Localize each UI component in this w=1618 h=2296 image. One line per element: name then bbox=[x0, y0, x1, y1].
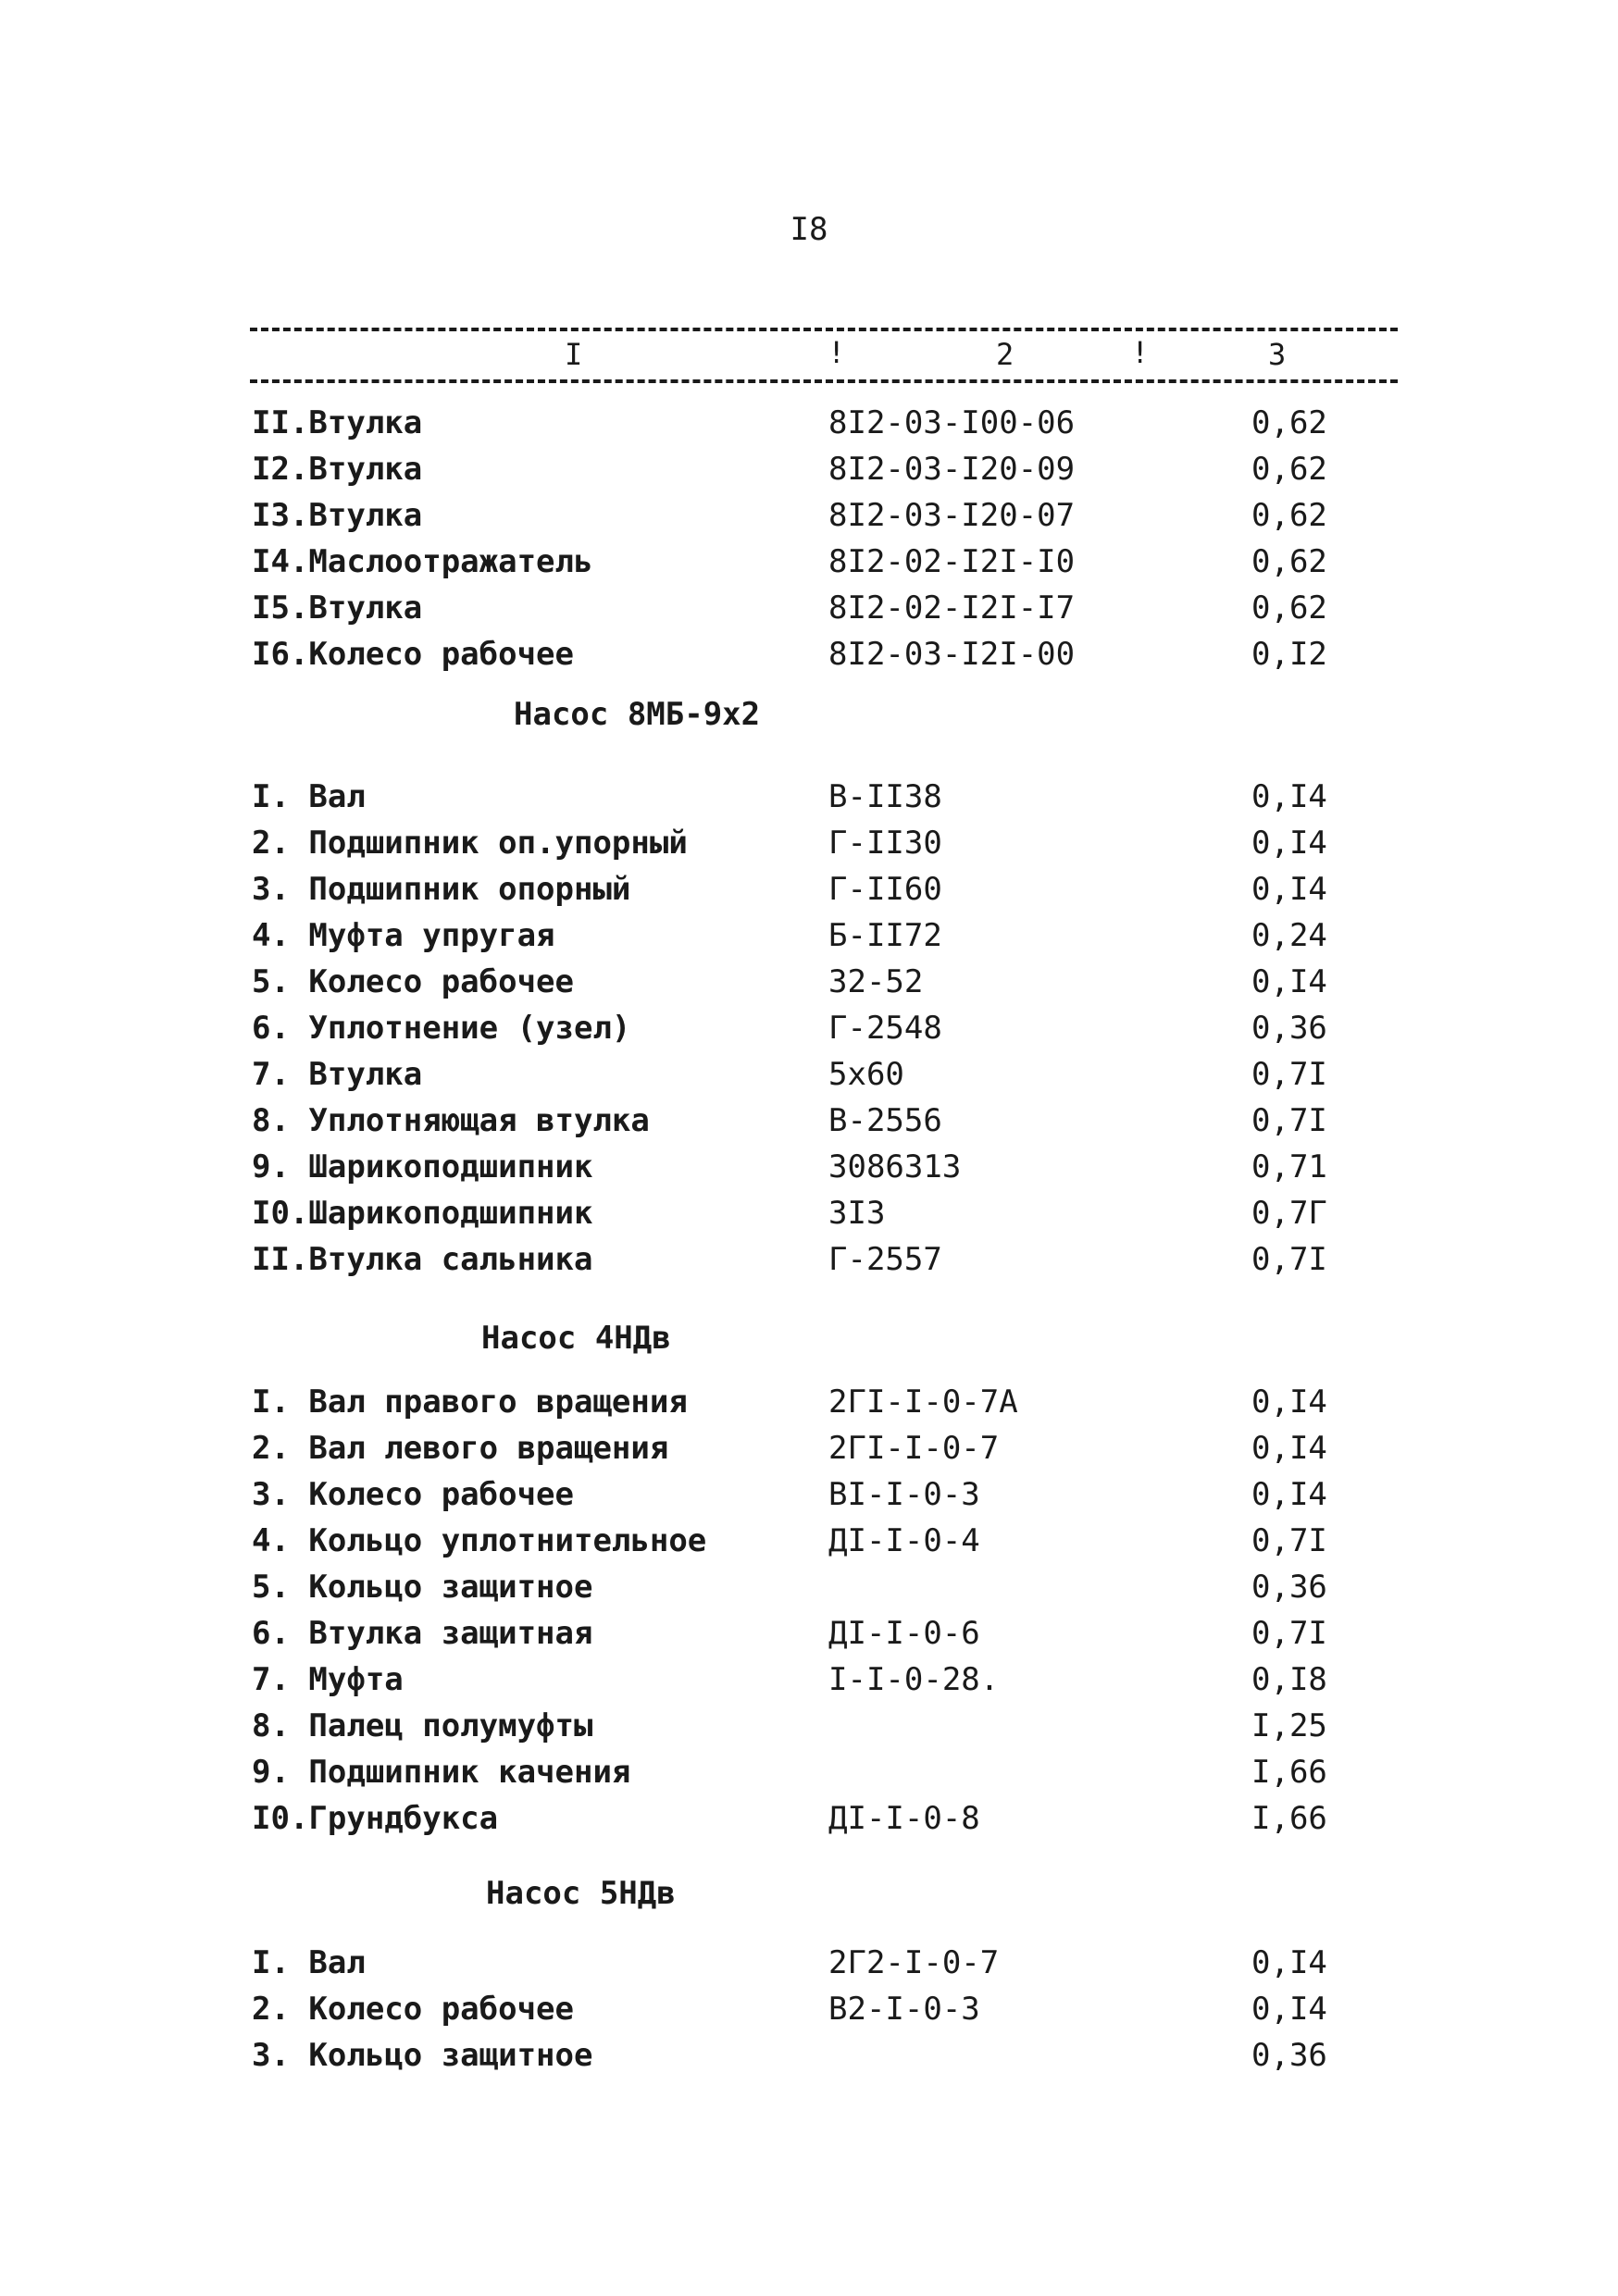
row-value: 0,24 bbox=[1251, 917, 1327, 954]
table-row bbox=[0, 1986, 1618, 2032]
table-row bbox=[0, 1518, 1618, 1564]
table-row bbox=[0, 1190, 1618, 1236]
row-name: 9. Подшипник качения bbox=[252, 1754, 631, 1791]
row-name: 3. Колесо рабочее bbox=[252, 1476, 574, 1513]
row-value: 0,I4 bbox=[1251, 1384, 1327, 1421]
row-name: 5. Колесо рабочее bbox=[252, 963, 574, 1000]
row-name: 2. Подшипник оп.упорный bbox=[252, 825, 688, 862]
row-name: 7. Втулка bbox=[252, 1056, 423, 1093]
row-value: I,25 bbox=[1251, 1707, 1327, 1744]
row-value: 0,I2 bbox=[1251, 636, 1327, 673]
row-code: 8I2-03-I20-07 bbox=[828, 497, 1076, 534]
table-row bbox=[0, 1564, 1618, 1610]
row-value: 0,7I bbox=[1251, 1522, 1327, 1559]
row-name: I. Вал bbox=[252, 778, 366, 815]
table-row bbox=[0, 774, 1618, 820]
row-value: 0,62 bbox=[1251, 404, 1327, 441]
row-code: 8I2-03-I00-06 bbox=[828, 404, 1076, 441]
row-code: Г-II60 bbox=[828, 871, 942, 908]
row-code: 2Г2-I-0-7 bbox=[828, 1944, 1000, 1981]
row-code: ВI-I-0-3 bbox=[828, 1476, 980, 1513]
table-row bbox=[0, 1236, 1618, 1283]
header-col-3: 3 bbox=[1268, 337, 1287, 372]
row-name: I5.Втулка bbox=[252, 590, 423, 627]
table-header bbox=[250, 322, 1398, 389]
row-name: II.Втулка bbox=[252, 404, 423, 441]
row-name: 8. Палец полумуфты bbox=[252, 1707, 593, 1744]
row-code: Г-2548 bbox=[828, 1010, 942, 1047]
row-value: I,66 bbox=[1251, 1754, 1327, 1791]
row-code: 32-52 bbox=[828, 963, 924, 1000]
row-code: ДI-I-0-6 bbox=[828, 1615, 980, 1652]
row-name: II.Втулка сальника bbox=[252, 1241, 593, 1278]
row-value: 0,7I bbox=[1251, 1615, 1327, 1652]
row-value: 0,62 bbox=[1251, 451, 1327, 488]
row-name: 9. Шарикоподшипник bbox=[252, 1148, 593, 1185]
row-name: 6. Уплотнение (узел) bbox=[252, 1010, 631, 1047]
header-bottom-rule bbox=[250, 379, 1398, 383]
row-code: 3086313 bbox=[828, 1148, 962, 1185]
table-row bbox=[0, 959, 1618, 1005]
row-name: 2. Колесо рабочее bbox=[252, 1991, 574, 2028]
table-row bbox=[0, 585, 1618, 631]
row-value: 0,I8 bbox=[1251, 1661, 1327, 1698]
section-title-4ndv: Насос 4НДв bbox=[481, 1320, 671, 1357]
row-code: 3I3 bbox=[828, 1195, 886, 1232]
row-code: ДI-I-0-8 bbox=[828, 1800, 980, 1837]
row-value: 0,7Г bbox=[1251, 1195, 1327, 1232]
row-name: I4.Маслоотражатель bbox=[252, 543, 593, 580]
header-col-1: I bbox=[565, 337, 583, 372]
row-value: 0,36 bbox=[1251, 2037, 1327, 2074]
row-code: 8I2-02-I2I-I0 bbox=[828, 543, 1076, 580]
row-value: 0,36 bbox=[1251, 1569, 1327, 1606]
table-row bbox=[0, 446, 1618, 492]
row-name: 3. Кольцо защитное bbox=[252, 2037, 593, 2074]
row-code: 2ГI-I-0-7А bbox=[828, 1384, 1018, 1421]
row-code: 8I2-02-I2I-I7 bbox=[828, 590, 1076, 627]
row-value: 0,62 bbox=[1251, 497, 1327, 534]
table-row bbox=[0, 1749, 1618, 1795]
row-code: 5х60 bbox=[828, 1056, 904, 1093]
row-value: 0,I4 bbox=[1251, 1430, 1327, 1467]
row-value: 0,I4 bbox=[1251, 1476, 1327, 1513]
row-name: I. Вал bbox=[252, 1944, 366, 1981]
row-code: В-II38 bbox=[828, 778, 942, 815]
header-separator-1: ! bbox=[828, 335, 846, 370]
table-row bbox=[0, 631, 1618, 677]
row-code: 8I2-03-I20-09 bbox=[828, 451, 1076, 488]
table-row bbox=[0, 1005, 1618, 1051]
row-name: I0.Шарикоподшипник bbox=[252, 1195, 593, 1232]
row-name: I2.Втулка bbox=[252, 451, 423, 488]
section-title-5ndv: Насос 5НДв bbox=[486, 1875, 676, 1912]
row-value: 0,36 bbox=[1251, 1010, 1327, 1047]
table-row bbox=[0, 912, 1618, 959]
row-code: Г-2557 bbox=[828, 1241, 942, 1278]
row-code: 8I2-03-I2I-00 bbox=[828, 636, 1076, 673]
row-code: Г-II30 bbox=[828, 825, 942, 862]
table-row bbox=[0, 1703, 1618, 1749]
table-row bbox=[0, 1610, 1618, 1657]
table-row bbox=[0, 820, 1618, 866]
row-name: I0.Грундбукса bbox=[252, 1800, 499, 1837]
table-row bbox=[0, 1795, 1618, 1842]
table-row bbox=[0, 1379, 1618, 1425]
table-row bbox=[0, 1471, 1618, 1518]
row-value: 0,I4 bbox=[1251, 871, 1327, 908]
row-name: 3. Подшипник опорный bbox=[252, 871, 631, 908]
table-row bbox=[0, 1051, 1618, 1098]
row-name: 4. Муфта упругая bbox=[252, 917, 555, 954]
section-title-8mb: Насос 8МБ-9х2 bbox=[514, 696, 761, 733]
row-name: 4. Кольцо уплотнительное bbox=[252, 1522, 707, 1559]
row-name: I3.Втулка bbox=[252, 497, 423, 534]
row-value: 0,62 bbox=[1251, 590, 1327, 627]
row-name: I6.Колесо рабочее bbox=[252, 636, 574, 673]
row-value: 0,I4 bbox=[1251, 1991, 1327, 2028]
row-value: 0,62 bbox=[1251, 543, 1327, 580]
row-value: 0,I4 bbox=[1251, 963, 1327, 1000]
row-value: 0,7I bbox=[1251, 1056, 1327, 1093]
table-row bbox=[0, 1098, 1618, 1144]
row-name: 8. Уплотняющая втулка bbox=[252, 1102, 650, 1139]
table-row bbox=[0, 1425, 1618, 1471]
row-value: 0,I4 bbox=[1251, 825, 1327, 862]
row-code: ДI-I-0-4 bbox=[828, 1522, 980, 1559]
table-row bbox=[0, 492, 1618, 539]
table-row bbox=[0, 1940, 1618, 1986]
table-row bbox=[0, 1144, 1618, 1190]
page-number: I8 bbox=[790, 211, 828, 248]
row-value: 0,I4 bbox=[1251, 778, 1327, 815]
row-code: 2ГI-I-0-7 bbox=[828, 1430, 1000, 1467]
row-name: I. Вал правого вращения bbox=[252, 1384, 688, 1421]
row-value: 0,7I bbox=[1251, 1102, 1327, 1139]
table-row bbox=[0, 400, 1618, 446]
table-row bbox=[0, 2032, 1618, 2079]
row-name: 5. Кольцо защитное bbox=[252, 1569, 593, 1606]
row-value: 0,I4 bbox=[1251, 1944, 1327, 1981]
row-value: 0,7I bbox=[1251, 1241, 1327, 1278]
table-row bbox=[0, 1657, 1618, 1703]
row-name: 2. Вал левого вращения bbox=[252, 1430, 669, 1467]
table-row bbox=[0, 866, 1618, 912]
header-col-2: 2 bbox=[996, 337, 1014, 372]
row-name: 7. Муфта bbox=[252, 1661, 404, 1698]
header-top-rule bbox=[250, 328, 1398, 331]
row-code: I-I-0-28. bbox=[828, 1661, 1000, 1698]
row-value: 0,71 bbox=[1251, 1148, 1327, 1185]
row-code: В-2556 bbox=[828, 1102, 942, 1139]
header-separator-2: ! bbox=[1131, 335, 1150, 370]
row-code: В2-I-0-3 bbox=[828, 1991, 980, 2028]
row-value: I,66 bbox=[1251, 1800, 1327, 1837]
table-row bbox=[0, 539, 1618, 585]
row-name: 6. Втулка защитная bbox=[252, 1615, 593, 1652]
row-code: Б-II72 bbox=[828, 917, 942, 954]
